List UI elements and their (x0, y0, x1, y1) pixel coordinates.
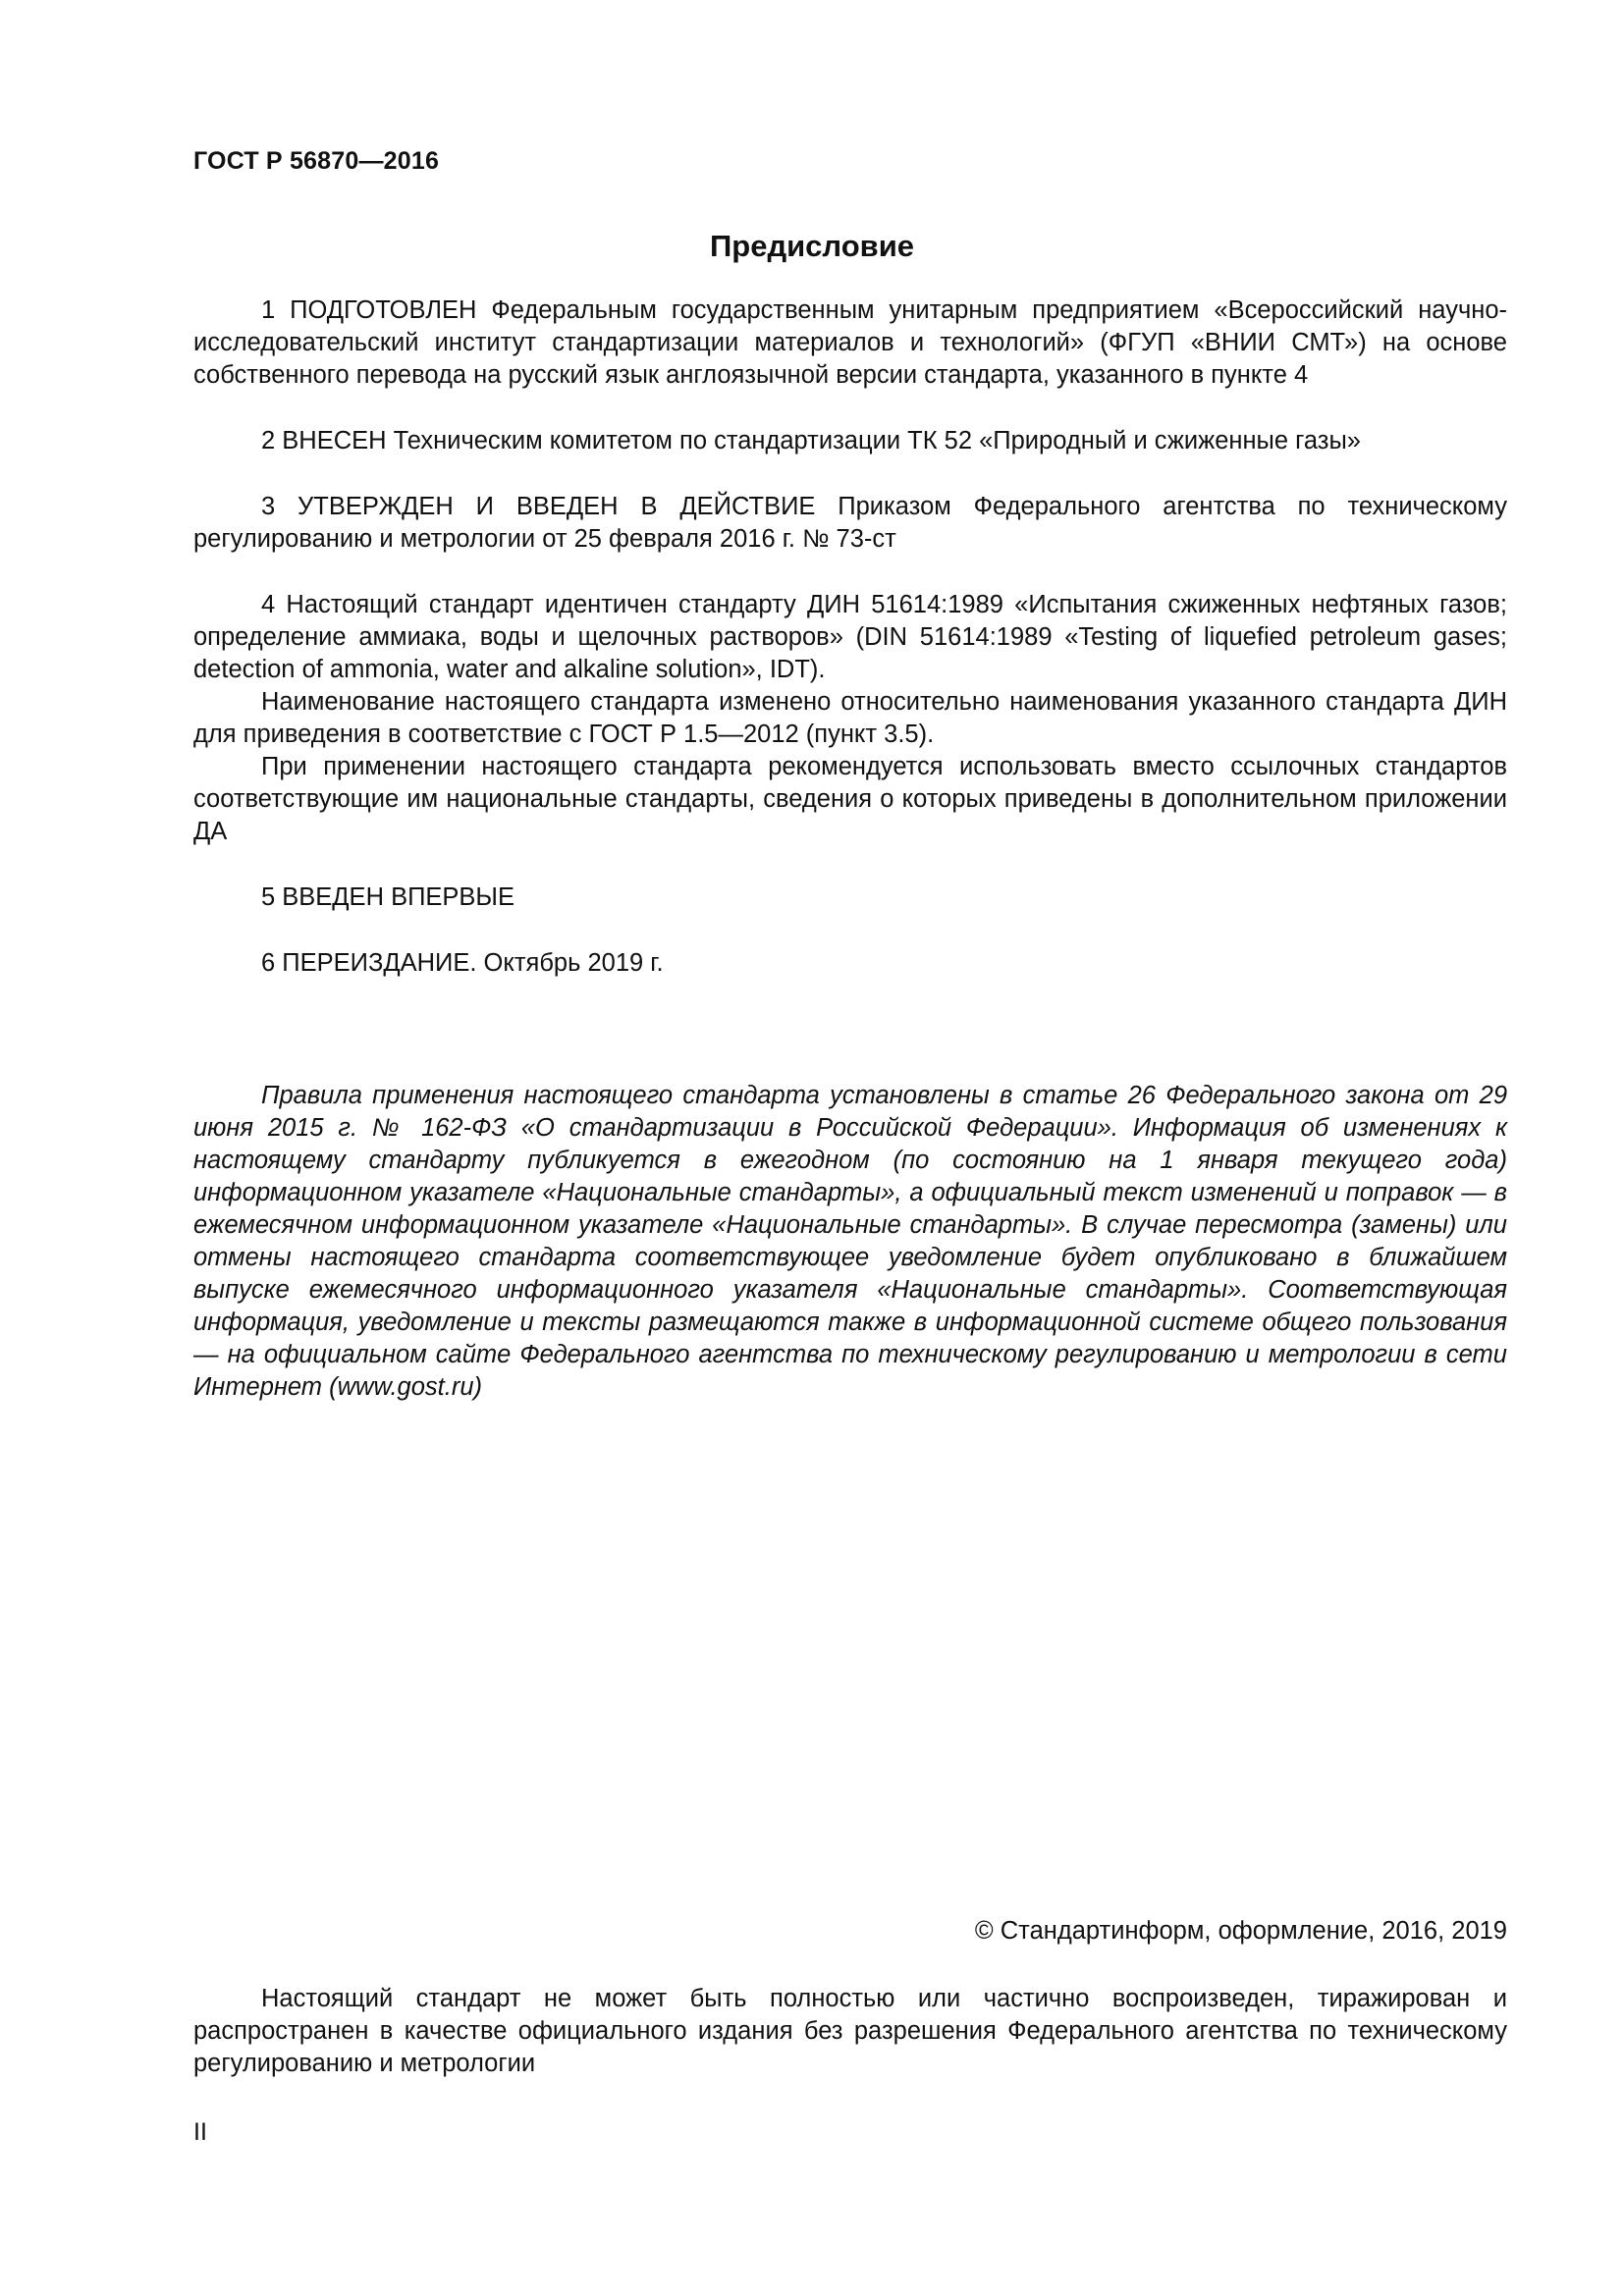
document-code: ГОСТ Р 56870—2016 (193, 147, 440, 175)
foreword-item-5: 5 ВВЕДЕН ВПЕРВЫЕ (261, 883, 515, 911)
foreword-item-2: 2 ВНЕСЕН Техническим комитетом по стандартизации ТК 52 «Природный и сжиженные газы» (261, 427, 1361, 454)
page-title: Предисловие (709, 229, 914, 263)
rules-note: Правила применения настоящего стандарта установлены в статье 26 Федерального закона от 29 июня 2015 г. № 162-ФЗ «О стандартизации в Российской Федерации». Информация об изменениях к настоящему стандарту публикуется в ежегодном (по состоянию на 1 января текущего года) информационном указателе «Национальные стандарты», а официальный текст изменений и поправок — в ежемесячном информационном указателе «Национальные стандарты». В случае пересмотра (замены) или отмены настоящего стандарта соответствующее уведомление будет опубликовано в ближайшем выпуске ежемесячного информационного указателя «Национальные стандарты». Соответствующая информация, уведомление и тексты размещаются также в информационной системе общего пользования — на официальном сайте Федерального агентства по техническому регулированию и метрологии в сети Интернет (www.gost.ru) (193, 1082, 1507, 1401)
foreword-item-4-name-note: Наименование настоящего стандарта изменено относительно наименования указанного стандарта ДИН для приведения в соответствие с ГОСТ Р 1.5—2012 (пункт 3.5). (193, 688, 1507, 748)
copyright: © Стандартинформ, оформление, 2016, 2019 (974, 1917, 1507, 1945)
page-number: II (193, 2118, 207, 2146)
reproduction-notice: Настоящий стандарт не может быть полностью или частично воспроизведен, тиражирован и распространен в качестве официального издания без разрешения Федерального агентства по техническому регулированию и метрологии (193, 1985, 1507, 2077)
foreword-item-4-reference-note: При применении настоящего стандарта рекомендуется использовать вместо ссылочных стандартов соответствующие им национальные стандарты, сведения о которых приведены в дополнительном приложении ДА (193, 753, 1507, 845)
foreword-item-3: 3 УТВЕРЖДЕН И ВВЕДЕН В ДЕЙСТВИЕ Приказом Федерального агентства по техническому регулированию и метрологии от 25 февраля 2016 г. № 73-ст (193, 493, 1507, 553)
foreword-item-1: 1 ПОДГОТОВЛЕН Федеральным государственным унитарным предприятием «Всероссийский научно-исследовательский институт стандартизации материалов и технологий» (ФГУП «ВНИИ СМТ») на основе собственного перевода на русский язык англоязычной версии стандарта, указанного в пункте 4 (193, 296, 1507, 389)
foreword-item-4: 4 Настоящий стандарт идентичен стандарту ДИН 51614:1989 «Испытания сжиженных нефтяных газов; определение аммиака, воды и щелочных растворов» (DIN 51614:1989 «Testing of liquefied petroleum gases; detection of ammonia, water and alkaline solution», IDT). (193, 591, 1507, 683)
foreword-item-6: 6 ПЕРЕИЗДАНИЕ. Октябрь 2019 г. (261, 949, 664, 977)
